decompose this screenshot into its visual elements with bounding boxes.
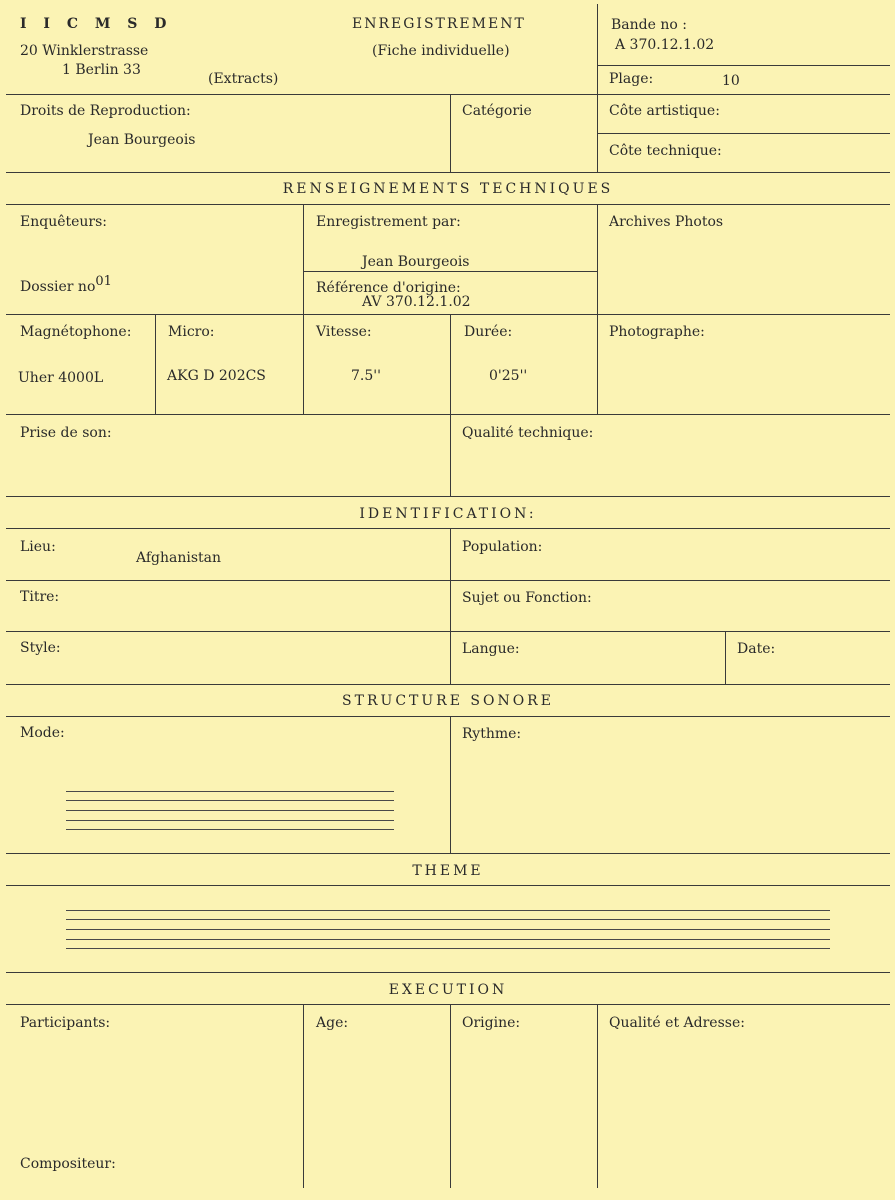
categorie-label: Catégorie [462,103,532,119]
rule [450,1004,451,1188]
section-title-technical: RENSEIGNEMENTS TECHNIQUES [282,181,614,197]
rule [450,314,451,496]
rule [6,580,890,581]
rule [6,496,890,497]
rythme-label: Rythme: [462,726,522,742]
population-label: Population: [462,539,543,555]
langue-label: Langue: [462,641,520,657]
reference-value[interactable]: AV 370.12.1.02 [362,294,471,310]
lieu-label: Lieu: [20,539,56,555]
origine-label: Origine: [462,1015,521,1031]
rule [6,204,890,205]
rule [450,528,451,684]
rule [6,1004,890,1005]
age-label: Age: [316,1015,349,1031]
droits-value[interactable]: Jean Bourgeois [88,132,196,148]
rule [450,716,451,853]
rule [597,1004,598,1188]
rule [6,414,890,415]
titre-label: Titre: [20,589,60,605]
dossier-value[interactable]: 01 [95,274,112,289]
sujet-label: Sujet ou Fonction: [462,590,592,606]
duree-value[interactable]: 0'25'' [489,368,528,384]
participants-label: Participants: [20,1015,111,1031]
form-subtitle: (Fiche individuelle) [372,43,510,59]
rule [597,65,890,66]
rule [597,133,890,134]
rule [6,631,890,632]
rule [6,972,890,973]
duree-label: Durée: [464,324,513,340]
plage-label: Plage: [609,71,654,87]
cote-technique-label: Côte technique: [609,143,722,159]
bande-label: Bande no : [611,17,687,33]
extracts-note: (Extracts) [208,71,279,87]
magnetophone-label: Magnétophone: [20,324,132,340]
mode-label: Mode: [20,725,65,741]
rule [6,528,890,529]
qualite-adresse-label: Qualité et Adresse: [609,1015,745,1031]
rule [6,684,890,685]
micro-label: Micro: [168,324,215,340]
vitesse-value[interactable]: 7.5'' [351,368,381,384]
rule [303,204,304,414]
cote-artistique-label: Côte artistique: [609,103,720,119]
compositeur-label: Compositeur: [20,1156,116,1172]
rule [6,716,890,717]
plage-value[interactable]: 10 [722,73,740,89]
enqueteurs-label: Enquêteurs: [20,214,108,230]
bande-value[interactable]: A 370.12.1.02 [615,37,715,53]
form-title: ENREGISTREMENT [352,16,526,32]
org-logo: I I C M S D [20,16,173,32]
section-title-theme: THEME [412,863,484,879]
section-title-structure: STRUCTURE SONORE [342,693,554,709]
photographe-label: Photographe: [609,324,705,340]
rule [450,94,451,172]
qualite-technique-label: Qualité technique: [462,425,594,441]
rule [303,1004,304,1188]
rule [6,94,890,95]
micro-value[interactable]: AKG D 202CS [167,368,266,384]
reference-label: Référence d'origine: [316,280,461,296]
archives-photos-label: Archives Photos [609,214,724,230]
droits-label: Droits de Reproduction: [20,103,191,119]
prise-de-son-label: Prise de son: [20,425,112,441]
section-title-execution: EXECUTION [388,982,508,998]
rule [6,885,890,886]
lieu-value[interactable]: Afghanistan [136,550,222,566]
dossier-label: Dossier no01 [20,274,112,295]
address-line-1: 20 Winklerstrasse [20,43,149,59]
rule [597,204,598,414]
enregistrement-par-value[interactable]: Jean Bourgeois [362,254,470,270]
section-title-identification: IDENTIFICATION: [359,506,537,522]
rule [725,631,726,684]
rule [155,314,156,414]
rule [6,853,890,854]
enregistrement-par-label: Enregistrement par: [316,214,461,230]
style-label: Style: [20,640,61,656]
magnetophone-value[interactable]: Uher 4000L [18,370,104,386]
vitesse-label: Vitesse: [316,324,372,340]
rule [6,314,890,315]
date-label: Date: [737,641,776,657]
rule [6,172,890,173]
rule [597,4,598,172]
rule [303,271,597,272]
address-line-2: 1 Berlin 33 [62,62,141,78]
